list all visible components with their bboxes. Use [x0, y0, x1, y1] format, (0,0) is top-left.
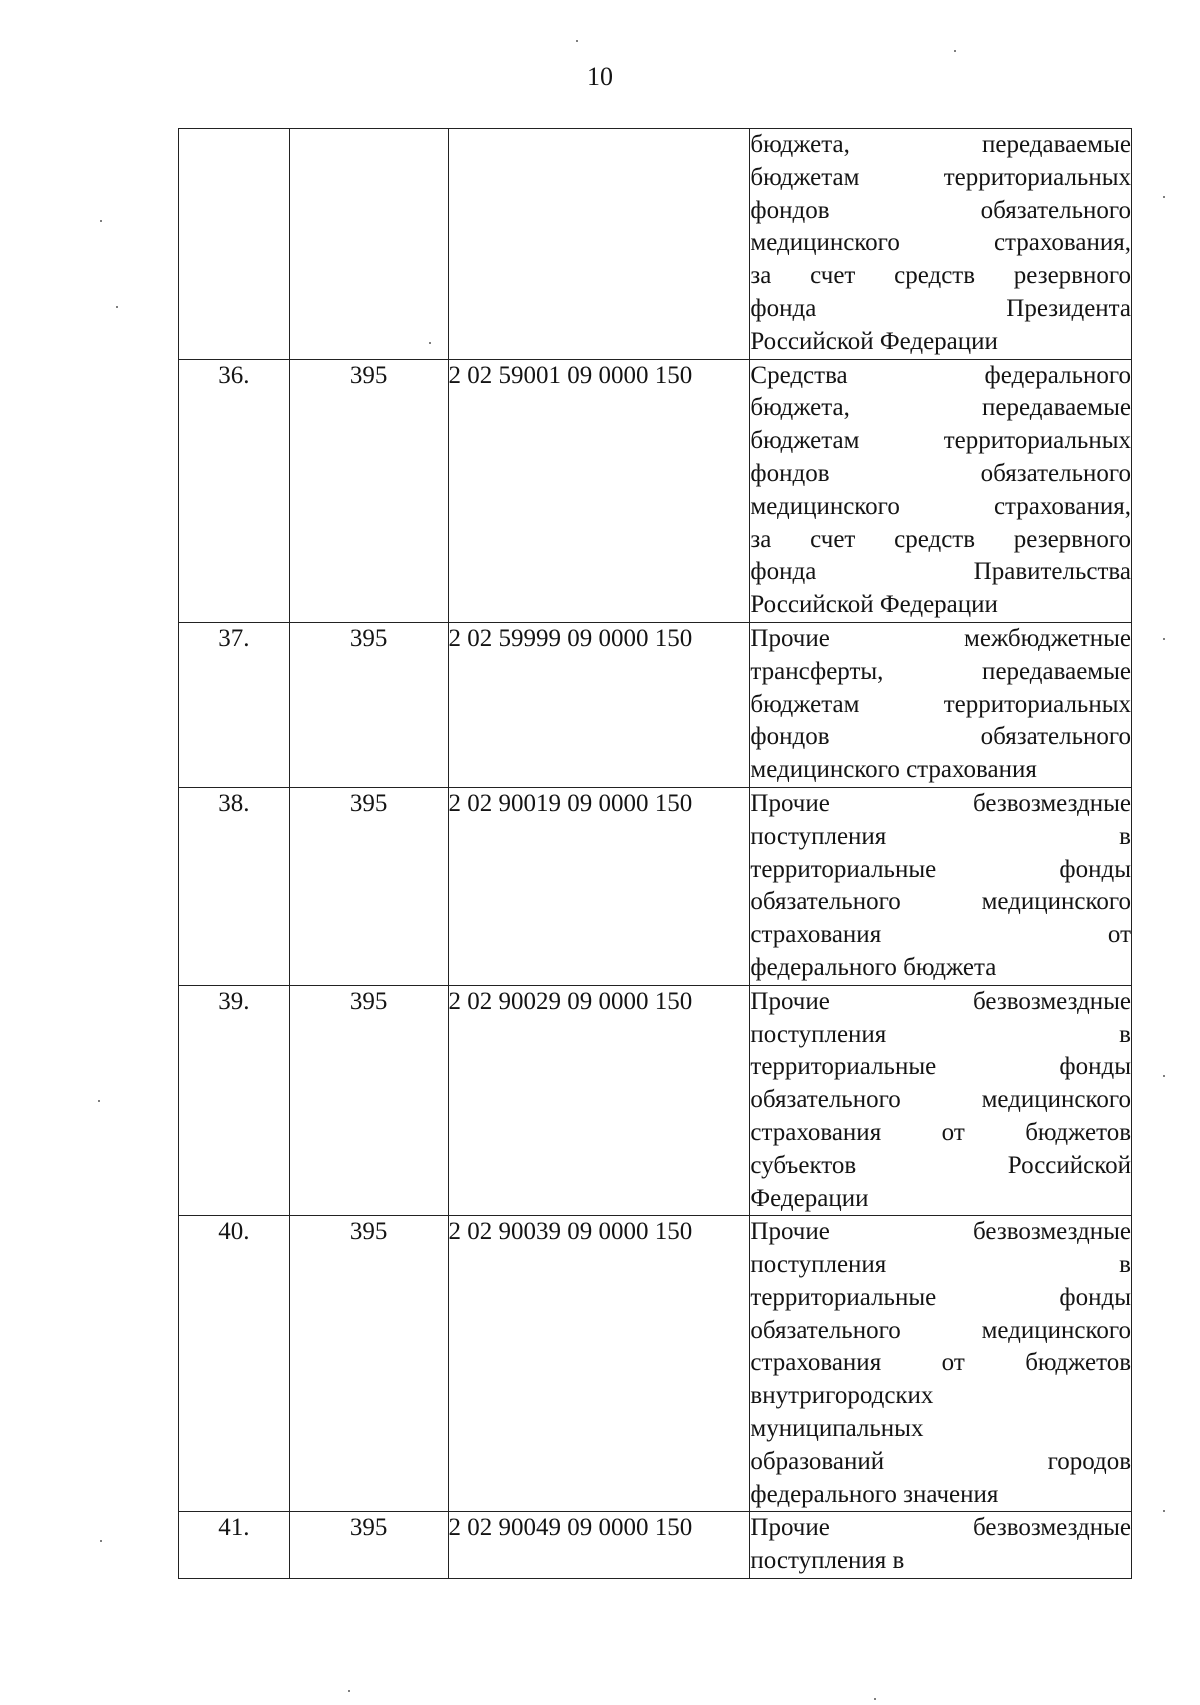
income-code-cell: 2 02 90039 09 0000 150 [448, 1216, 750, 1512]
income-name-line: муниципальных [750, 1415, 924, 1443]
income-code-cell: 2 02 90049 09 0000 150 [448, 1512, 750, 1579]
income-name-line: за счет средств резервного [750, 262, 1131, 290]
admin-code-cell: 395 [289, 985, 448, 1216]
row-number-cell: 41. [179, 1512, 290, 1579]
income-name-line: фонда Президента [750, 294, 1131, 322]
income-name-line: Прочие безвозмездные [750, 1514, 1131, 1542]
income-code-cell: 2 02 59999 09 0000 150 [448, 622, 750, 787]
scan-speck [954, 50, 956, 52]
income-name-line: Федерации [750, 1184, 869, 1212]
income-name-line: медицинского страхования, [750, 229, 1131, 257]
row-number-cell: 38. [179, 787, 290, 985]
income-code-cell [448, 129, 750, 360]
income-name-line: территориальные фонды [750, 1283, 1131, 1311]
income-name-line: бюджетам территориальных [750, 690, 1131, 718]
scan-speck [116, 306, 118, 308]
income-name-cell [750, 1216, 1132, 1512]
scan-speck [98, 1100, 100, 1102]
income-name-line: субъектов Российской [750, 1151, 1131, 1179]
scan-speck [1163, 1075, 1165, 1077]
scan-speck [576, 40, 578, 42]
table-row [179, 787, 1132, 985]
row-number-cell: 40. [179, 1216, 290, 1512]
table-body [179, 129, 1132, 1579]
income-name-line: бюджетам территориальных [750, 163, 1131, 191]
income-name-line: территориальные фонды [750, 1053, 1131, 1081]
income-name-line: фонда Правительства [750, 558, 1131, 586]
row-number-cell [179, 129, 290, 360]
income-name-line: медицинского страхования [750, 756, 1037, 784]
income-name-line: фондов обязательного [750, 196, 1131, 224]
income-name-line: бюджета, передаваемые [750, 394, 1131, 422]
income-name-line: Российской Федерации [750, 591, 998, 619]
income-name-line: Прочие безвозмездные [750, 1218, 1131, 1246]
scan-speck [1163, 1510, 1165, 1512]
income-name-line: федерального значения [750, 1480, 999, 1508]
income-name-cell [750, 1512, 1132, 1579]
income-name-line: страхования от бюджетов [750, 1118, 1131, 1146]
income-name-line: трансферты, передаваемые [750, 657, 1131, 685]
income-name-line: бюджетам территориальных [750, 427, 1131, 455]
row-number-cell: 37. [179, 622, 290, 787]
income-name-cell [750, 787, 1132, 985]
table-row [179, 359, 1132, 622]
table-row [179, 129, 1132, 360]
income-name-cell [750, 129, 1132, 360]
income-name-cell [750, 359, 1132, 622]
income-name-line: обязательного медицинского [750, 1316, 1131, 1344]
income-name-line: поступления в [750, 822, 1131, 850]
income-name-line: Прочие межбюджетные [750, 624, 1131, 652]
income-code-cell: 2 02 90019 09 0000 150 [448, 787, 750, 985]
admin-code-cell: 395 [289, 787, 448, 985]
income-name-line: бюджета, передаваемые [750, 131, 1131, 158]
income-name-line: Российской Федерации [750, 327, 998, 355]
admin-code-cell: 395 [289, 359, 448, 622]
page-number: 10 [587, 62, 613, 91]
income-name-cell [750, 622, 1132, 787]
income-name-line: образований городов [750, 1447, 1131, 1475]
row-number-cell: 36. [179, 359, 290, 622]
scan-speck [1163, 196, 1165, 198]
scan-speck [1163, 638, 1165, 640]
income-name-line: Средства федерального [750, 361, 1131, 389]
scan-speck [100, 1540, 102, 1542]
income-name-line: Прочие безвозмездные [750, 987, 1131, 1015]
income-name-line: страхования от [750, 921, 1131, 949]
income-name-line: поступления в [750, 1251, 1131, 1279]
income-code-cell: 2 02 59001 09 0000 150 [448, 359, 750, 622]
income-name-line: Прочие безвозмездные [750, 789, 1131, 817]
income-name-line: поступления в [750, 1547, 905, 1575]
income-name-line: страхования от бюджетов [750, 1349, 1131, 1377]
income-code-cell: 2 02 90029 09 0000 150 [448, 985, 750, 1216]
table-row [179, 1216, 1132, 1512]
income-name-line: за счет средств резервного [750, 525, 1131, 553]
admin-code-cell: 395 [289, 622, 448, 787]
scan-speck [874, 1698, 876, 1700]
admin-code-cell: 395 [289, 1216, 448, 1512]
scan-speck [100, 220, 102, 222]
income-name-line: обязательного медицинского [750, 1086, 1131, 1114]
income-name-line: территориальные фонды [750, 855, 1131, 883]
scan-speck [348, 1690, 350, 1692]
row-number-cell: 39. [179, 985, 290, 1216]
admin-code-cell [289, 129, 448, 360]
table-row [179, 985, 1132, 1216]
income-name-line: фондов обязательного [750, 723, 1131, 751]
income-name-cell [750, 985, 1132, 1216]
table-row [179, 622, 1132, 787]
income-name-line: внутригородских [750, 1382, 934, 1410]
income-name-line: поступления в [750, 1020, 1131, 1048]
income-name-line: обязательного медицинского [750, 888, 1131, 916]
income-name-line: федерального бюджета [750, 953, 997, 981]
revenue-codes-table [178, 128, 1132, 1579]
admin-code-cell: 395 [289, 1512, 448, 1579]
scan-speck [429, 342, 431, 344]
income-name-line: фондов обязательного [750, 459, 1131, 487]
table-row [179, 1512, 1132, 1579]
income-name-line: медицинского страхования, [750, 492, 1131, 520]
